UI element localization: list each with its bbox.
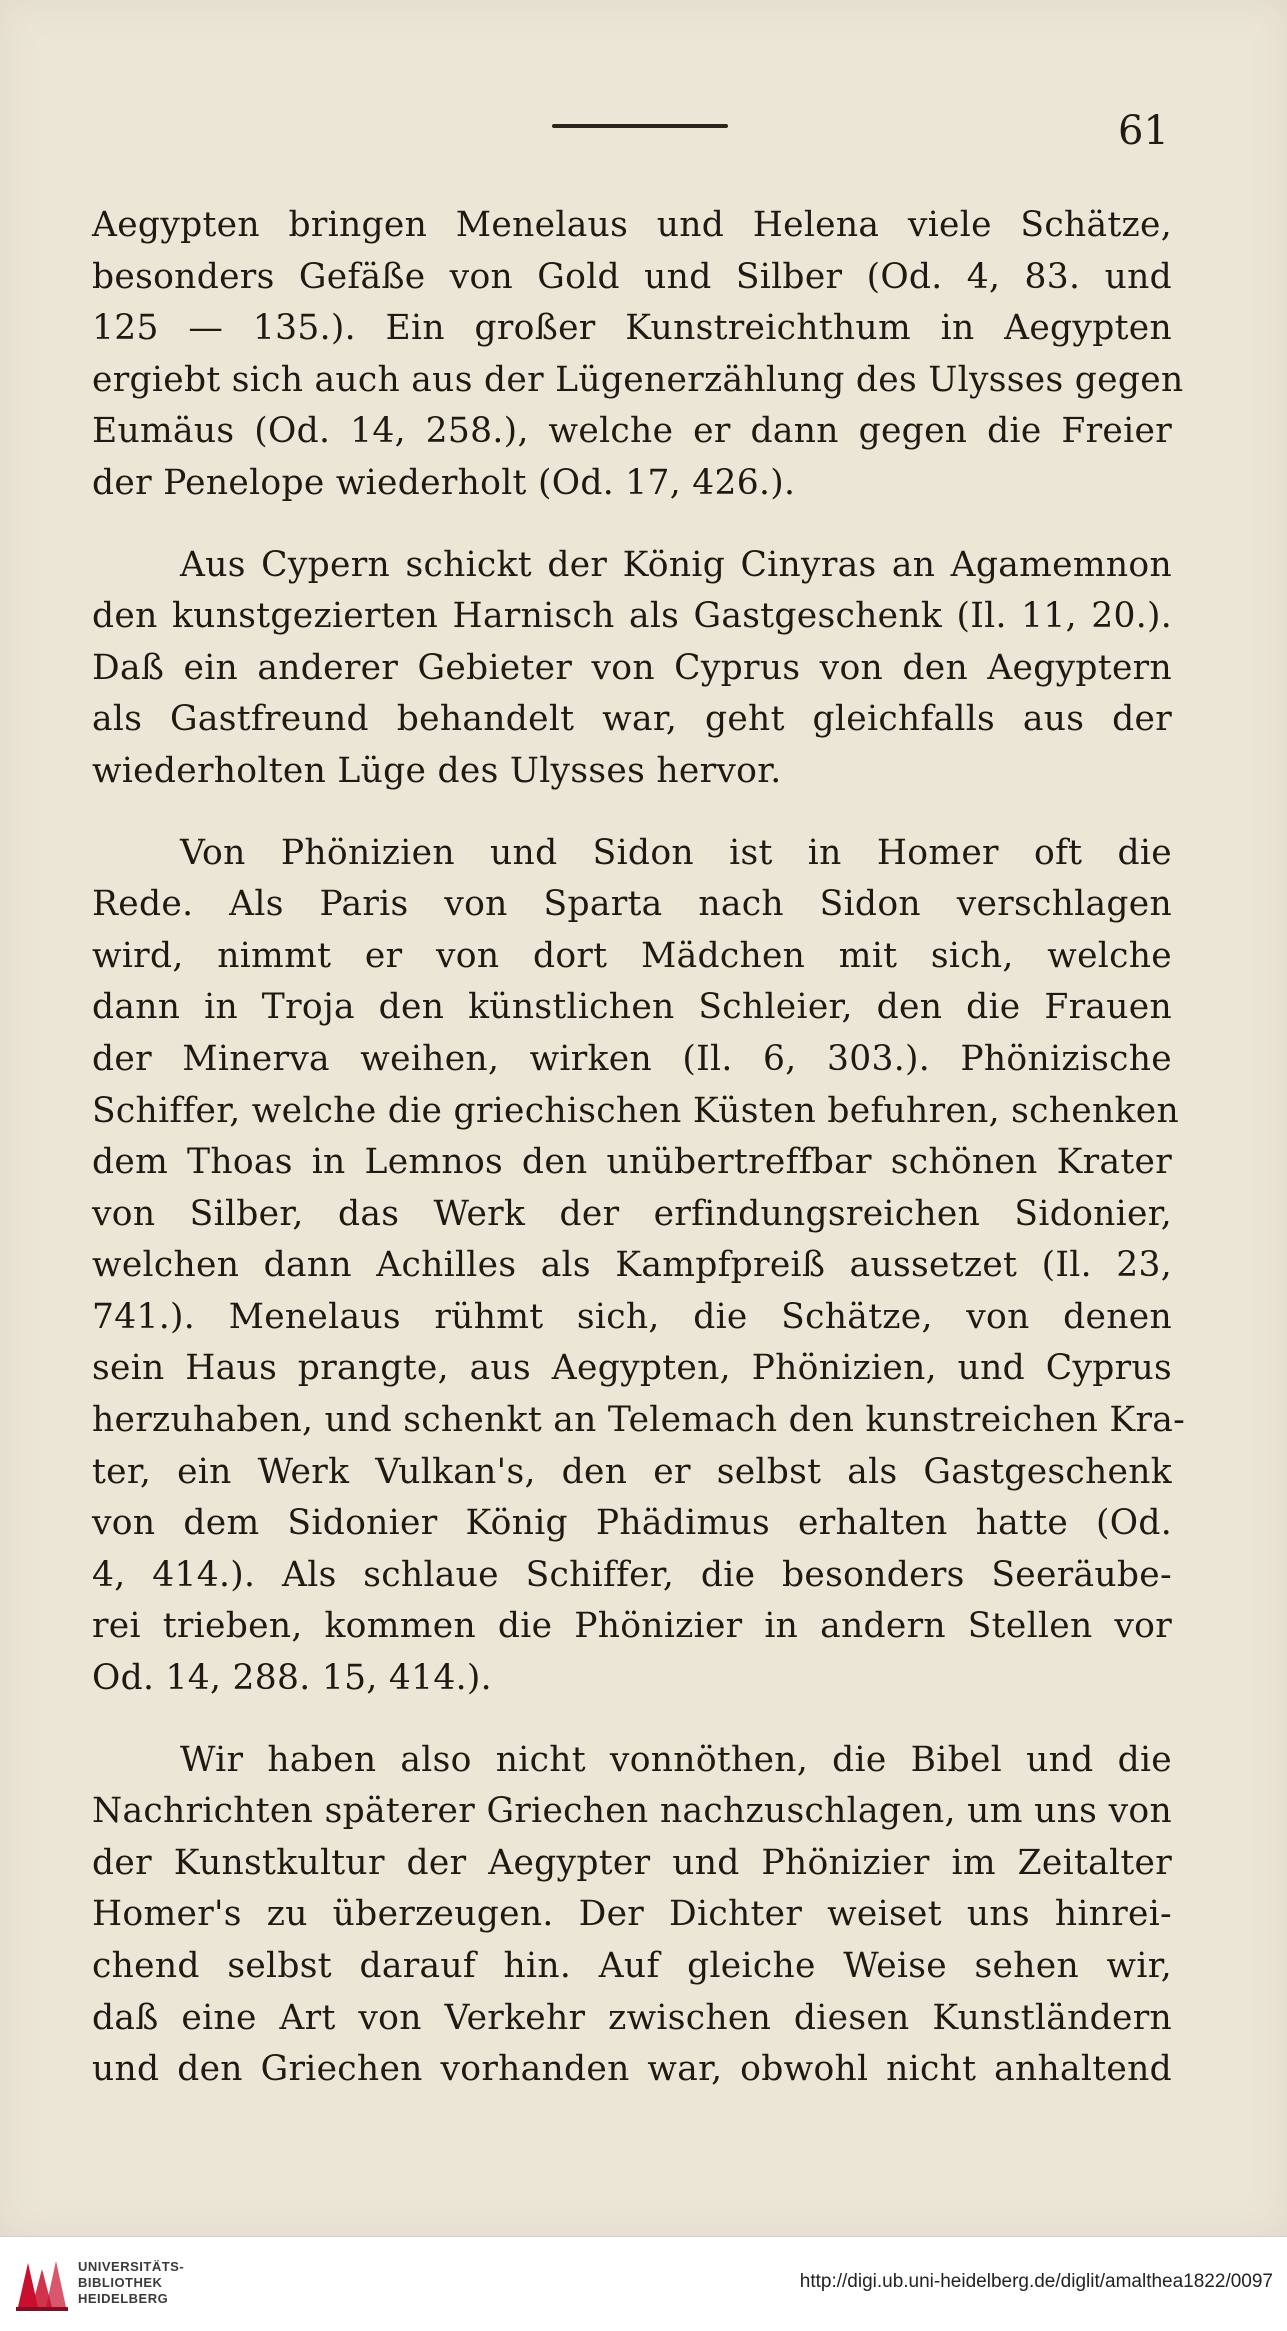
text-line: dem Thoas in Lemnos den unübertreffbar schönen Krater xyxy=(92,1142,1172,1183)
text-line: der Minerva weihen, wirken (Il. 6, 303.). Phönizische xyxy=(92,1038,1172,1079)
library-name-line: BIBLIOTHEK xyxy=(78,2275,163,2290)
page-number: 61 xyxy=(1118,108,1169,154)
text-line: chend selbst darauf hin. Auf gleiche Weise sehen wir, xyxy=(92,1946,1172,1986)
text-line: wiederholten Lüge des Ulysses hervor. xyxy=(92,750,782,791)
text-line: Homer's zu überzeugen. Der Dichter weiset uns hinrei- xyxy=(92,1894,1172,1935)
text-line: der Kunstkultur der Aegypter und Phönizier im Zeitalter xyxy=(92,1842,1172,1883)
text-line: 741.). Menelaus rühmt sich, die Schätze, von denen xyxy=(92,1296,1172,1337)
text-line: dann in Troja den künstlichen Schleier, den die Frauen xyxy=(92,987,1172,1028)
text-line: von Silber, das Werk der erfindungsreichen Sidonier, xyxy=(92,1193,1172,1234)
text-line: welchen dann Achilles als Kampfpreiß aussetzet (Il. 23, xyxy=(92,1245,1172,1286)
source-url[interactable]: http://digi.ub.uni-heidelberg.de/diglit/amalthea1822/0097 xyxy=(799,2271,1273,2292)
text-line: Aegypten bringen Menelaus und Helena viele Schätze, xyxy=(92,205,1172,245)
text-line: und den Griechen vorhanden war, obwohl nicht anhaltend xyxy=(92,2049,1172,2090)
university-logo-icon xyxy=(14,2255,70,2313)
text-line: Aus Cypern schickt der König Cinyras an Agamemnon xyxy=(180,544,1172,585)
text-line: wird, nimmt er von dort Mädchen mit sich, welche xyxy=(92,935,1172,976)
text-line: von dem Sidonier König Phädimus erhalten hatte (Od. xyxy=(92,1503,1172,1544)
text-line: 4, 414.). Als schlaue Schiffer, die besonders Seeräube- xyxy=(92,1554,1172,1595)
text-line: der Penelope wiederholt (Od. 17, 426.). xyxy=(92,462,796,503)
text-line: sein Haus prangte, aus Aegypten, Phönizien, und Cyprus xyxy=(92,1348,1172,1389)
text-line: als Gastfreund behandelt war, geht gleichfalls aus der xyxy=(92,699,1172,740)
paragraph-3 xyxy=(92,828,1186,1705)
text-line: herzuhaben, und schenkt an Telemach den kunstreichen Kra- xyxy=(92,1400,1186,1441)
text-line: Rede. Als Paris von Sparta nach Sidon verschlagen xyxy=(92,884,1172,925)
text-line: Daß ein anderer Gebieter von Cyprus von den Aegyptern xyxy=(92,647,1172,688)
text-line: Von Phönizien und Sidon ist in Homer oft die xyxy=(180,832,1172,873)
text-line: rei trieben, kommen die Phönizier in andern Stellen vor xyxy=(92,1606,1172,1647)
library-name xyxy=(78,2259,184,2307)
text-line: Schiffer, welche die griechischen Küsten befuhren, schenken xyxy=(92,1090,1179,1131)
paragraph-4 xyxy=(92,1735,1172,2096)
paragraph-2 xyxy=(92,540,1172,798)
footer-bar xyxy=(0,2236,1287,2331)
text-line: den kunstgezierten Harnisch als Gastgeschenk (Il. 11, 20.). xyxy=(92,596,1172,637)
paragraph-1 xyxy=(92,200,1184,510)
library-name-line: HEIDELBERG xyxy=(78,2291,169,2306)
header-rule xyxy=(552,124,728,128)
text-line: daß eine Art von Verkehr zwischen diesen Kunstländern xyxy=(92,1997,1172,2038)
text-line: Eumäus (Od. 14, 258.), welche er dann gegen die Freier xyxy=(92,411,1172,452)
text-line: Nachrichten späterer Griechen nachzuschlagen, um uns von xyxy=(92,1791,1172,1832)
text-line: Od. 14, 288. 15, 414.). xyxy=(92,1658,492,1699)
text-line: besonders Gefäße von Gold und Silber (Od. 4, 83. und xyxy=(92,256,1172,297)
text-line: Wir haben also nicht vonnöthen, die Bibel und die xyxy=(180,1739,1172,1780)
text-line: ter, ein Werk Vulkan's, den er selbst als Gastgeschenk xyxy=(92,1451,1172,1492)
library-name-line: UNIVERSITÄTS- xyxy=(78,2259,185,2274)
text-line: 125 — 135.). Ein großer Kunstreichthum in Aegypten xyxy=(92,308,1172,349)
body-text xyxy=(92,200,1186,2126)
text-line: ergiebt sich auch aus der Lügenerzählung des Ulysses gegen xyxy=(92,359,1184,400)
